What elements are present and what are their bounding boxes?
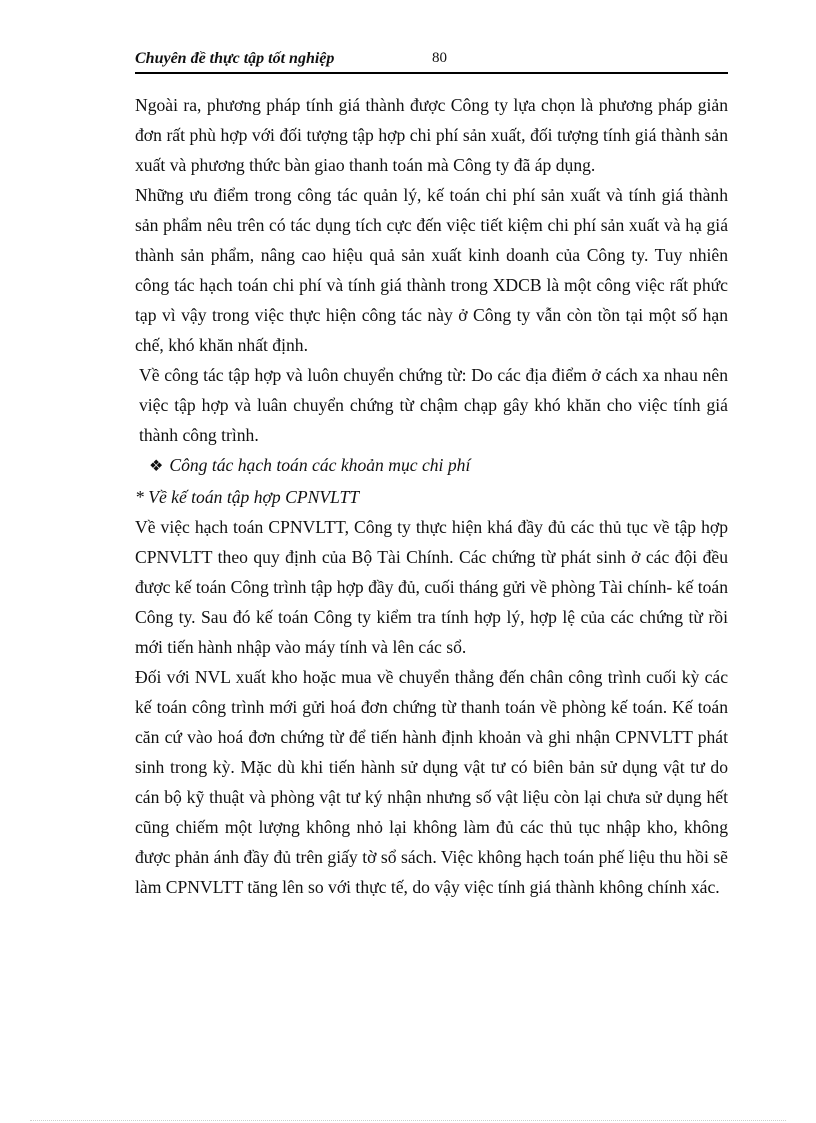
paragraph: Ngoài ra, phương pháp tính giá thành được Công ty lựa chọn là phương pháp giản đơn rất phù hợp với đối tượng tập hợp chi phí sản xuất, đối tượng tính giá thành sản xuất và phương thức bàn giao thanh toán mà Công ty đã áp dụng. xyxy=(135,95,728,175)
bullet-heading-text: Công tác hạch toán các khoản mục chi phí xyxy=(169,455,471,475)
bullet-heading xyxy=(135,450,728,482)
diamond-bullet-icon: ❖ xyxy=(149,458,164,475)
page-number: 80 xyxy=(432,50,447,66)
page-header xyxy=(135,46,728,74)
paragraph: Về việc hạch toán CPNVLTT, Công ty thực hiện khá đầy đủ các thủ tục về tập hợp CPNVLTT theo quy định của Bộ Tài Chính. Các chứng từ phát sinh ở các đội đều được kế toán Công trình tập hợp đầy đủ, cuối tháng gửi về phòng Tài chính- kế toán Công ty. Sau đó kế toán Công ty kiểm tra tính hợp lý, hợp lệ của các chứng từ rồi mới tiến hành nhập vào máy tính và lên các sổ. xyxy=(135,517,728,657)
paragraph: Đối với NVL xuất kho hoặc mua về chuyển thẳng đến chân công trình cuối kỳ các kế toán công trình mới gửi hoá đơn chứng từ thanh toán về phòng kế toán. Kế toán căn cứ vào hoá đơn chứng từ để tiến hành định khoản và ghi nhận CPNVLTT phát sinh trong kỳ. Mặc dù khi tiến hành sử dụng vật tư có biên bản sử dụng vật tư do cán bộ kỹ thuật và phòng vật tư ký nhận nhưng số vật liệu còn lại chưa sử dụng hết cũng chiếm một lượng không nhỏ lại không làm đủ các thủ tục nhập kho, không được phản ánh đầy đủ trên giấy tờ sổ sách. Việc không hạch toán phế liệu thu hồi sẽ làm CPNVLTT tăng lên so với thực tế, do vậy việc tính giá thành không chính xác. xyxy=(135,667,728,897)
subheading: * Về kế toán tập hợp CPNVLTT xyxy=(135,487,360,507)
paragraph: Những ưu điểm trong công tác quản lý, kế toán chi phí sản xuất và tính giá thành sản phẩm nêu trên có tác dụng tích cực đến việc tiết kiệm chi phí sản xuất và hạ giá thành sản phẩm, nâng cao hiệu quả sản xuất kinh doanh của Công ty. Tuy nhiên công tác hạch toán chi phí và tính giá thành trong XDCB là một công việc rất phức tạp vì vậy trong việc thực hiện công tác này ở Công ty vẫn còn tồn tại một số hạn chế, khó khăn nhất định. xyxy=(135,185,728,355)
header-title: Chuyên đề thực tập tốt nghiệp xyxy=(135,50,335,67)
document-body xyxy=(135,90,728,902)
page-bottom-border xyxy=(30,1120,786,1121)
paragraph: Về công tác tập hợp và luôn chuyển chứng từ: Do các địa điểm ở cách xa nhau nên việc tập hợp và luân chuyển chứng từ chậm chạp gây khó khăn cho việc tính giá thành công trình. xyxy=(139,365,728,445)
